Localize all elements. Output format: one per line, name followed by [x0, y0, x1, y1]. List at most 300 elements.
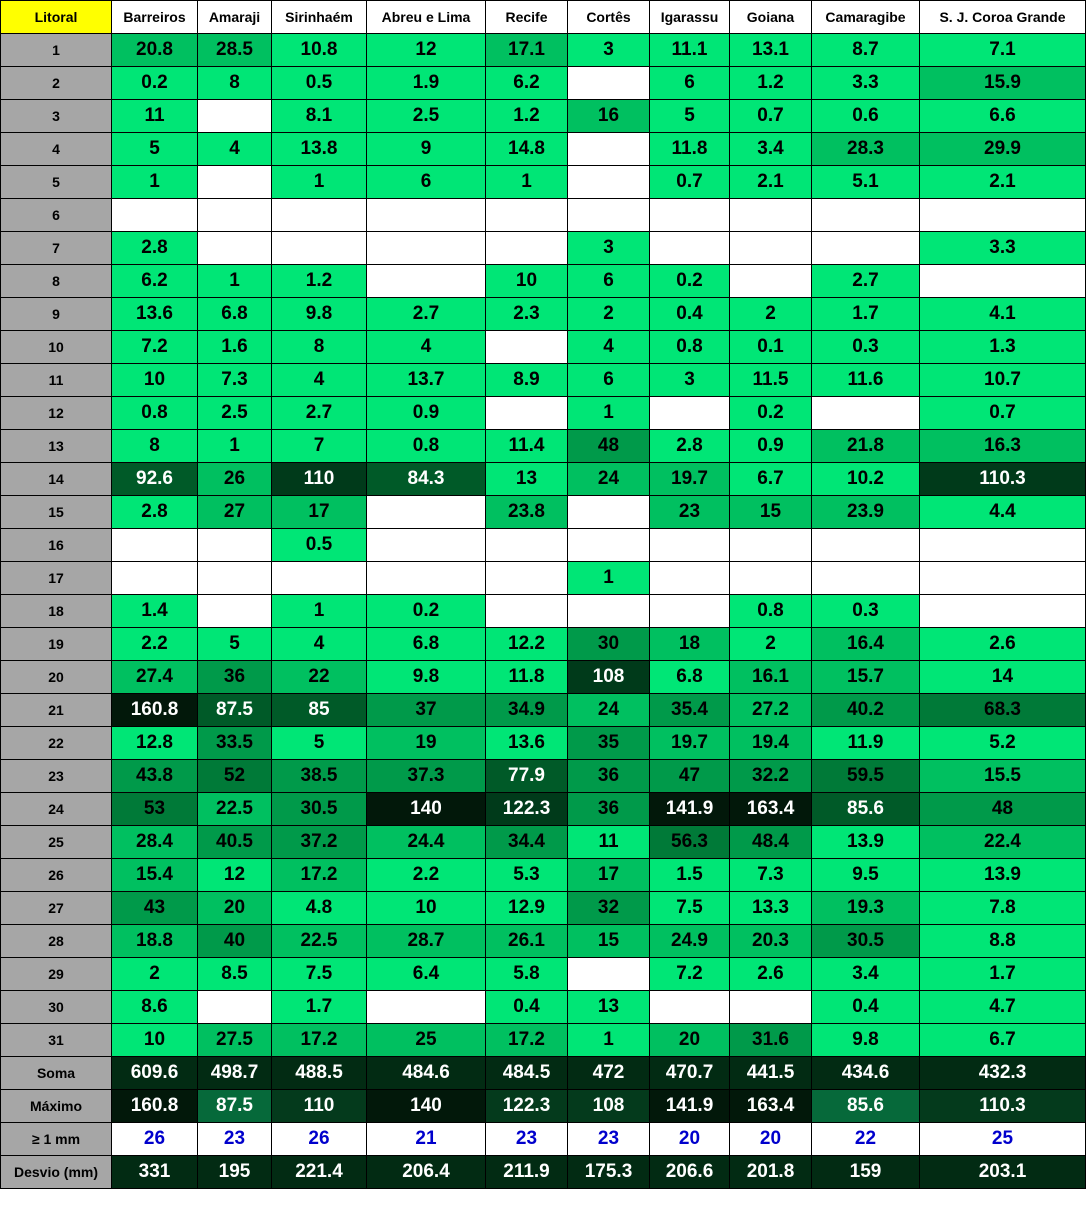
- rain-cell: 15: [730, 496, 812, 529]
- rain-cell: [568, 529, 650, 562]
- rain-cell: 17.1: [486, 34, 568, 67]
- rain-cell: 28.5: [198, 34, 272, 67]
- rain-cell: 8.5: [198, 958, 272, 991]
- rain-cell: 30.5: [812, 925, 920, 958]
- rain-cell: 8: [198, 67, 272, 100]
- rain-cell: 4.7: [920, 991, 1086, 1024]
- rain-cell: [568, 67, 650, 100]
- day-label: 1: [1, 34, 112, 67]
- rain-cell: 32.2: [730, 760, 812, 793]
- rain-cell: 160.8: [112, 694, 198, 727]
- rain-cell: 0.8: [730, 595, 812, 628]
- rain-cell: 2.3: [486, 298, 568, 331]
- rain-cell: 2.7: [812, 265, 920, 298]
- rain-cell: 8.8: [920, 925, 1086, 958]
- rain-cell: 23: [486, 1123, 568, 1156]
- rain-cell: 0.9: [730, 430, 812, 463]
- rain-cell: 4: [198, 133, 272, 166]
- rain-cell: 27.2: [730, 694, 812, 727]
- rain-cell: 48: [920, 793, 1086, 826]
- rain-cell: 5.1: [812, 166, 920, 199]
- rain-cell: 23.8: [486, 496, 568, 529]
- rain-cell: 40.5: [198, 826, 272, 859]
- rain-cell: 4.8: [272, 892, 367, 925]
- rain-cell: 87.5: [198, 1090, 272, 1123]
- region-label: Litoral: [1, 1, 112, 34]
- day-label: 5: [1, 166, 112, 199]
- day-row: [1, 265, 1086, 298]
- day-row: [1, 694, 1086, 727]
- rain-cell: 1.5: [650, 859, 730, 892]
- rain-cell: 434.6: [812, 1057, 920, 1090]
- rain-cell: 1: [486, 166, 568, 199]
- rain-cell: 23: [198, 1123, 272, 1156]
- rain-cell: 1: [198, 265, 272, 298]
- rain-cell: 14.8: [486, 133, 568, 166]
- rain-cell: 23: [650, 496, 730, 529]
- rain-cell: 15: [568, 925, 650, 958]
- rain-cell: 26.1: [486, 925, 568, 958]
- rain-cell: 6.8: [198, 298, 272, 331]
- rain-cell: [568, 166, 650, 199]
- day-row: [1, 298, 1086, 331]
- rain-cell: 11.4: [486, 430, 568, 463]
- rain-cell: 0.5: [272, 529, 367, 562]
- day-label: 19: [1, 628, 112, 661]
- rain-cell: 122.3: [486, 1090, 568, 1123]
- station-header: Recife: [486, 1, 568, 34]
- day-label: 18: [1, 595, 112, 628]
- rain-cell: 6.6: [920, 100, 1086, 133]
- day-label: 25: [1, 826, 112, 859]
- day-row: [1, 463, 1086, 496]
- day-label: 6: [1, 199, 112, 232]
- rain-cell: [486, 232, 568, 265]
- rain-cell: 5: [272, 727, 367, 760]
- rain-cell: 77.9: [486, 760, 568, 793]
- day-label: 4: [1, 133, 112, 166]
- rain-cell: 20.8: [112, 34, 198, 67]
- rain-cell: 140: [367, 793, 486, 826]
- rain-cell: 28.3: [812, 133, 920, 166]
- rain-cell: 27: [198, 496, 272, 529]
- rain-cell: [730, 529, 812, 562]
- rain-cell: 31.6: [730, 1024, 812, 1057]
- rain-cell: [730, 562, 812, 595]
- rain-cell: 163.4: [730, 793, 812, 826]
- rain-cell: 331: [112, 1156, 198, 1189]
- rain-cell: 0.1: [730, 331, 812, 364]
- header-row: [1, 1, 1086, 34]
- rain-cell: [367, 991, 486, 1024]
- rain-cell: 26: [112, 1123, 198, 1156]
- rain-cell: 7.8: [920, 892, 1086, 925]
- day-row: [1, 958, 1086, 991]
- rain-cell: 19: [367, 727, 486, 760]
- rain-cell: 206.4: [367, 1156, 486, 1189]
- rain-cell: 0.4: [486, 991, 568, 1024]
- rain-cell: 6: [650, 67, 730, 100]
- rain-cell: [367, 232, 486, 265]
- rain-cell: [568, 496, 650, 529]
- rain-cell: 2.1: [730, 166, 812, 199]
- rain-cell: [486, 199, 568, 232]
- rain-cell: 1: [198, 430, 272, 463]
- rain-cell: 15.5: [920, 760, 1086, 793]
- rain-cell: 0.6: [812, 100, 920, 133]
- rain-cell: 17: [568, 859, 650, 892]
- rain-cell: 488.5: [272, 1057, 367, 1090]
- rain-cell: 13.6: [112, 298, 198, 331]
- rain-cell: [486, 331, 568, 364]
- day-row: [1, 199, 1086, 232]
- rain-cell: 1.2: [730, 67, 812, 100]
- rain-cell: 59.5: [812, 760, 920, 793]
- rain-cell: 609.6: [112, 1057, 198, 1090]
- rain-cell: 6.4: [367, 958, 486, 991]
- rain-cell: 32: [568, 892, 650, 925]
- rain-cell: 5: [650, 100, 730, 133]
- rain-cell: 8: [272, 331, 367, 364]
- rain-cell: [272, 562, 367, 595]
- rain-cell: [367, 265, 486, 298]
- rain-cell: [198, 562, 272, 595]
- rain-cell: 1.2: [272, 265, 367, 298]
- rain-cell: 2.8: [112, 232, 198, 265]
- summary-label: ≥ 1 mm: [1, 1123, 112, 1156]
- rain-cell: 85: [272, 694, 367, 727]
- rain-cell: 27.4: [112, 661, 198, 694]
- rain-cell: 23: [568, 1123, 650, 1156]
- rain-cell: 21.8: [812, 430, 920, 463]
- rain-cell: 20.3: [730, 925, 812, 958]
- rain-cell: 221.4: [272, 1156, 367, 1189]
- station-header: Goiana: [730, 1, 812, 34]
- rain-cell: 47: [650, 760, 730, 793]
- rain-cell: 4.1: [920, 298, 1086, 331]
- rain-cell: 0.8: [367, 430, 486, 463]
- rain-cell: 6.8: [367, 628, 486, 661]
- rain-cell: [367, 496, 486, 529]
- rain-cell: 30.5: [272, 793, 367, 826]
- rain-cell: 52: [198, 760, 272, 793]
- rain-cell: [198, 595, 272, 628]
- rain-cell: 20: [650, 1024, 730, 1057]
- rain-cell: 34.9: [486, 694, 568, 727]
- day-row: [1, 364, 1086, 397]
- rain-cell: 38.5: [272, 760, 367, 793]
- day-row: [1, 925, 1086, 958]
- rain-cell: 9.8: [367, 661, 486, 694]
- rain-cell: 5.2: [920, 727, 1086, 760]
- rain-cell: 24: [568, 463, 650, 496]
- rain-cell: 2.7: [272, 397, 367, 430]
- rain-cell: 3: [650, 364, 730, 397]
- rain-cell: [198, 232, 272, 265]
- rain-cell: 8: [112, 430, 198, 463]
- rain-cell: 13.7: [367, 364, 486, 397]
- rain-cell: [650, 397, 730, 430]
- rain-cell: 484.6: [367, 1057, 486, 1090]
- day-label: 27: [1, 892, 112, 925]
- rain-cell: 11.5: [730, 364, 812, 397]
- rain-cell: 0.7: [730, 100, 812, 133]
- rain-cell: 25: [367, 1024, 486, 1057]
- rain-cell: 0.4: [650, 298, 730, 331]
- day-label: 23: [1, 760, 112, 793]
- rain-cell: 15.9: [920, 67, 1086, 100]
- rain-cell: 1: [568, 1024, 650, 1057]
- rain-cell: [112, 562, 198, 595]
- rain-cell: 92.6: [112, 463, 198, 496]
- rain-cell: 20: [650, 1123, 730, 1156]
- rain-cell: 5.3: [486, 859, 568, 892]
- rain-cell: [920, 595, 1086, 628]
- rain-cell: [650, 199, 730, 232]
- rain-cell: [198, 166, 272, 199]
- station-header: Amaraji: [198, 1, 272, 34]
- station-header: Abreu e Lima: [367, 1, 486, 34]
- day-label: 2: [1, 67, 112, 100]
- rain-cell: 1.6: [198, 331, 272, 364]
- rain-cell: 11.1: [650, 34, 730, 67]
- rain-cell: 10: [367, 892, 486, 925]
- rain-cell: [568, 958, 650, 991]
- rain-cell: 140: [367, 1090, 486, 1123]
- rain-cell: 141.9: [650, 1090, 730, 1123]
- rain-cell: 13.9: [812, 826, 920, 859]
- rain-cell: 6.8: [650, 661, 730, 694]
- rain-cell: 13.3: [730, 892, 812, 925]
- rain-cell: 43: [112, 892, 198, 925]
- rain-cell: 35.4: [650, 694, 730, 727]
- rain-cell: 53: [112, 793, 198, 826]
- rain-cell: 40.2: [812, 694, 920, 727]
- rain-cell: 13.1: [730, 34, 812, 67]
- day-row: [1, 331, 1086, 364]
- rain-cell: 211.9: [486, 1156, 568, 1189]
- rain-cell: 10.2: [812, 463, 920, 496]
- rain-cell: 48: [568, 430, 650, 463]
- rain-cell: 19.7: [650, 463, 730, 496]
- rain-cell: 15.4: [112, 859, 198, 892]
- day-row: [1, 661, 1086, 694]
- rain-cell: 19.3: [812, 892, 920, 925]
- rain-cell: 6: [568, 364, 650, 397]
- summary-label: Máximo: [1, 1090, 112, 1123]
- rain-cell: 26: [198, 463, 272, 496]
- rain-cell: 84.3: [367, 463, 486, 496]
- rain-cell: 13.6: [486, 727, 568, 760]
- rain-cell: [486, 529, 568, 562]
- rain-cell: 2.6: [920, 628, 1086, 661]
- rain-cell: [920, 529, 1086, 562]
- day-label: 30: [1, 991, 112, 1024]
- rain-cell: 34.4: [486, 826, 568, 859]
- day-row: [1, 562, 1086, 595]
- rain-cell: 15.7: [812, 661, 920, 694]
- rain-cell: 16.3: [920, 430, 1086, 463]
- day-row: [1, 859, 1086, 892]
- summary-row-desvio: [1, 1156, 1086, 1189]
- rain-cell: [486, 397, 568, 430]
- rain-cell: 472: [568, 1057, 650, 1090]
- rain-cell: 22.5: [272, 925, 367, 958]
- rain-cell: 8.9: [486, 364, 568, 397]
- rain-cell: 11.8: [650, 133, 730, 166]
- rain-cell: 37.2: [272, 826, 367, 859]
- rain-cell: 33.5: [198, 727, 272, 760]
- rain-cell: 10: [486, 265, 568, 298]
- rain-cell: 24.9: [650, 925, 730, 958]
- day-row: [1, 760, 1086, 793]
- rain-cell: 16.1: [730, 661, 812, 694]
- rain-cell: 110: [272, 1090, 367, 1123]
- rain-cell: 3.4: [730, 133, 812, 166]
- rain-cell: 2.2: [112, 628, 198, 661]
- rain-cell: 8.7: [812, 34, 920, 67]
- day-label: 7: [1, 232, 112, 265]
- rain-cell: 11: [112, 100, 198, 133]
- rain-cell: 4: [568, 331, 650, 364]
- rain-cell: 30: [568, 628, 650, 661]
- rain-cell: [650, 529, 730, 562]
- rain-cell: [730, 991, 812, 1024]
- rain-cell: 160.8: [112, 1090, 198, 1123]
- rain-cell: 175.3: [568, 1156, 650, 1189]
- day-label: 21: [1, 694, 112, 727]
- rain-cell: 7.5: [272, 958, 367, 991]
- rain-cell: [272, 232, 367, 265]
- rain-cell: 3: [568, 232, 650, 265]
- day-row: [1, 727, 1086, 760]
- rain-cell: 1.7: [812, 298, 920, 331]
- rain-cell: [730, 232, 812, 265]
- rain-cell: [568, 133, 650, 166]
- rain-cell: 3.3: [812, 67, 920, 100]
- rain-cell: 108: [568, 1090, 650, 1123]
- rain-cell: 19.7: [650, 727, 730, 760]
- rain-cell: 201.8: [730, 1156, 812, 1189]
- rain-cell: 37.3: [367, 760, 486, 793]
- rain-cell: 1: [272, 166, 367, 199]
- day-label: 24: [1, 793, 112, 826]
- rain-cell: 14: [920, 661, 1086, 694]
- rain-cell: 21: [367, 1123, 486, 1156]
- rain-cell: 110.3: [920, 463, 1086, 496]
- rain-cell: 87.5: [198, 694, 272, 727]
- rain-cell: 17: [272, 496, 367, 529]
- rain-cell: 9.8: [272, 298, 367, 331]
- rain-cell: 11: [568, 826, 650, 859]
- summary-row-soma: [1, 1057, 1086, 1090]
- rain-cell: 8.6: [112, 991, 198, 1024]
- day-row: [1, 67, 1086, 100]
- rain-cell: 10.8: [272, 34, 367, 67]
- rain-cell: 7.3: [730, 859, 812, 892]
- rain-cell: 43.8: [112, 760, 198, 793]
- summary-row-dias: [1, 1123, 1086, 1156]
- rain-cell: 8.1: [272, 100, 367, 133]
- day-label: 20: [1, 661, 112, 694]
- rain-cell: 159: [812, 1156, 920, 1189]
- rain-cell: 18.8: [112, 925, 198, 958]
- day-label: 11: [1, 364, 112, 397]
- rain-cell: 4: [367, 331, 486, 364]
- day-row: [1, 166, 1086, 199]
- rain-cell: 2.8: [112, 496, 198, 529]
- rain-cell: 68.3: [920, 694, 1086, 727]
- rain-cell: 11.9: [812, 727, 920, 760]
- day-row: [1, 529, 1086, 562]
- rain-cell: 10: [112, 1024, 198, 1057]
- day-label: 8: [1, 265, 112, 298]
- rain-cell: [486, 595, 568, 628]
- rain-cell: 25: [920, 1123, 1086, 1156]
- rain-cell: [367, 562, 486, 595]
- station-header: Cortês: [568, 1, 650, 34]
- rain-cell: [650, 562, 730, 595]
- rain-cell: 110: [272, 463, 367, 496]
- rain-cell: 0.4: [812, 991, 920, 1024]
- rain-cell: 7.5: [650, 892, 730, 925]
- rain-cell: 5: [198, 628, 272, 661]
- day-label: 10: [1, 331, 112, 364]
- rain-cell: 7.2: [650, 958, 730, 991]
- station-header: S. J. Coroa Grande: [920, 1, 1086, 34]
- day-row: [1, 496, 1086, 529]
- rain-cell: 1.4: [112, 595, 198, 628]
- rain-cell: 85.6: [812, 1090, 920, 1123]
- rain-cell: [112, 529, 198, 562]
- rain-cell: 37: [367, 694, 486, 727]
- rain-cell: [367, 529, 486, 562]
- rain-cell: 36: [568, 760, 650, 793]
- rain-cell: [112, 199, 198, 232]
- rain-cell: 29.9: [920, 133, 1086, 166]
- rain-cell: [812, 199, 920, 232]
- day-label: 16: [1, 529, 112, 562]
- rain-cell: 24: [568, 694, 650, 727]
- rain-cell: 13.8: [272, 133, 367, 166]
- day-row: [1, 628, 1086, 661]
- rain-cell: 6: [568, 265, 650, 298]
- rain-cell: [650, 595, 730, 628]
- day-row: [1, 793, 1086, 826]
- rain-cell: 2.5: [198, 397, 272, 430]
- rain-cell: 13.9: [920, 859, 1086, 892]
- rain-cell: 56.3: [650, 826, 730, 859]
- rain-cell: 28.7: [367, 925, 486, 958]
- day-row: [1, 892, 1086, 925]
- rain-cell: 6.7: [920, 1024, 1086, 1057]
- day-row: [1, 430, 1086, 463]
- rain-cell: 2: [730, 628, 812, 661]
- rain-cell: 4: [272, 364, 367, 397]
- rain-cell: 85.6: [812, 793, 920, 826]
- rain-cell: [920, 199, 1086, 232]
- rain-cell: 0.3: [812, 595, 920, 628]
- rain-cell: 7.3: [198, 364, 272, 397]
- rain-cell: [650, 991, 730, 1024]
- rain-cell: 7.1: [920, 34, 1086, 67]
- rain-cell: 2.5: [367, 100, 486, 133]
- rain-cell: 6.2: [486, 67, 568, 100]
- rain-cell: 6: [367, 166, 486, 199]
- rain-cell: 0.3: [812, 331, 920, 364]
- rain-cell: 0.2: [650, 265, 730, 298]
- rain-cell: 12: [367, 34, 486, 67]
